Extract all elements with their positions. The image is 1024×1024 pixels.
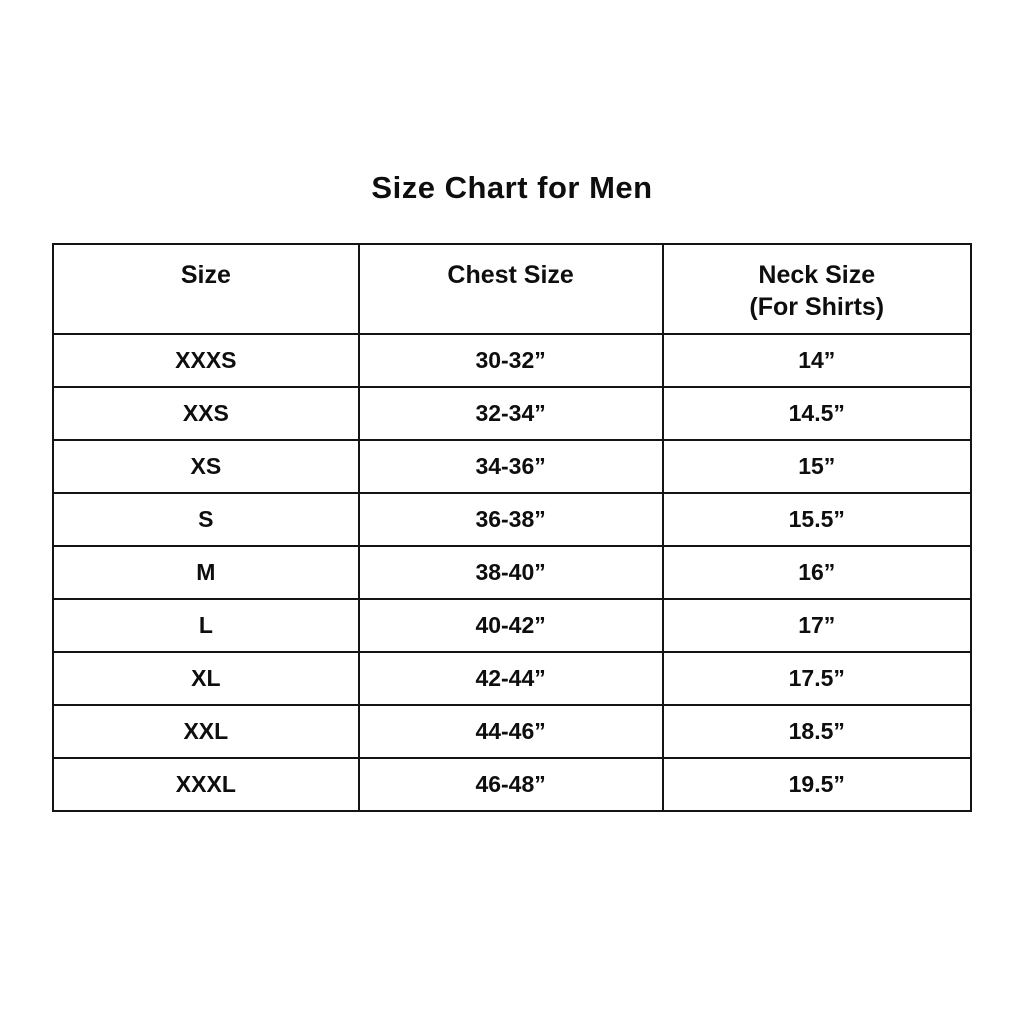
table-row [53,705,971,758]
size-cell: XXS [53,387,359,440]
chest-cell: 34-36” [359,440,663,493]
column-header-chest-size: Chest Size [359,244,663,334]
table-header-row [53,244,971,334]
table-row [53,599,971,652]
size-cell: S [53,493,359,546]
size-cell: XS [53,440,359,493]
neck-cell: 14” [663,334,971,387]
neck-cell: 19.5” [663,758,971,811]
table-row [53,440,971,493]
chest-cell: 46-48” [359,758,663,811]
size-cell: XL [53,652,359,705]
neck-size-header-line2: (For Shirts) [749,293,885,321]
table-row [53,387,971,440]
table-row [53,334,971,387]
size-chart-table [52,243,972,812]
chest-cell: 44-46” [359,705,663,758]
neck-cell: 15” [663,440,971,493]
neck-cell: 18.5” [663,705,971,758]
table-row [53,493,971,546]
size-cell: XXXS [53,334,359,387]
table-row [53,652,971,705]
chest-cell: 38-40” [359,546,663,599]
table-row [53,546,971,599]
neck-cell: 16” [663,546,971,599]
column-header-size: Size [53,244,359,334]
chest-cell: 40-42” [359,599,663,652]
column-header-neck-size [663,244,971,334]
neck-cell: 14.5” [663,387,971,440]
size-cell: M [53,546,359,599]
size-cell: L [53,599,359,652]
size-cell: XXL [53,705,359,758]
table-row [53,758,971,811]
neck-cell: 17” [663,599,971,652]
neck-cell: 15.5” [663,493,971,546]
chest-cell: 30-32” [359,334,663,387]
neck-cell: 17.5” [663,652,971,705]
page-title: Size Chart for Men [371,170,653,205]
chest-cell: 32-34” [359,387,663,440]
neck-size-header-line1: Neck Size [758,261,876,289]
chest-cell: 36-38” [359,493,663,546]
chest-cell: 42-44” [359,652,663,705]
size-cell: XXXL [53,758,359,811]
